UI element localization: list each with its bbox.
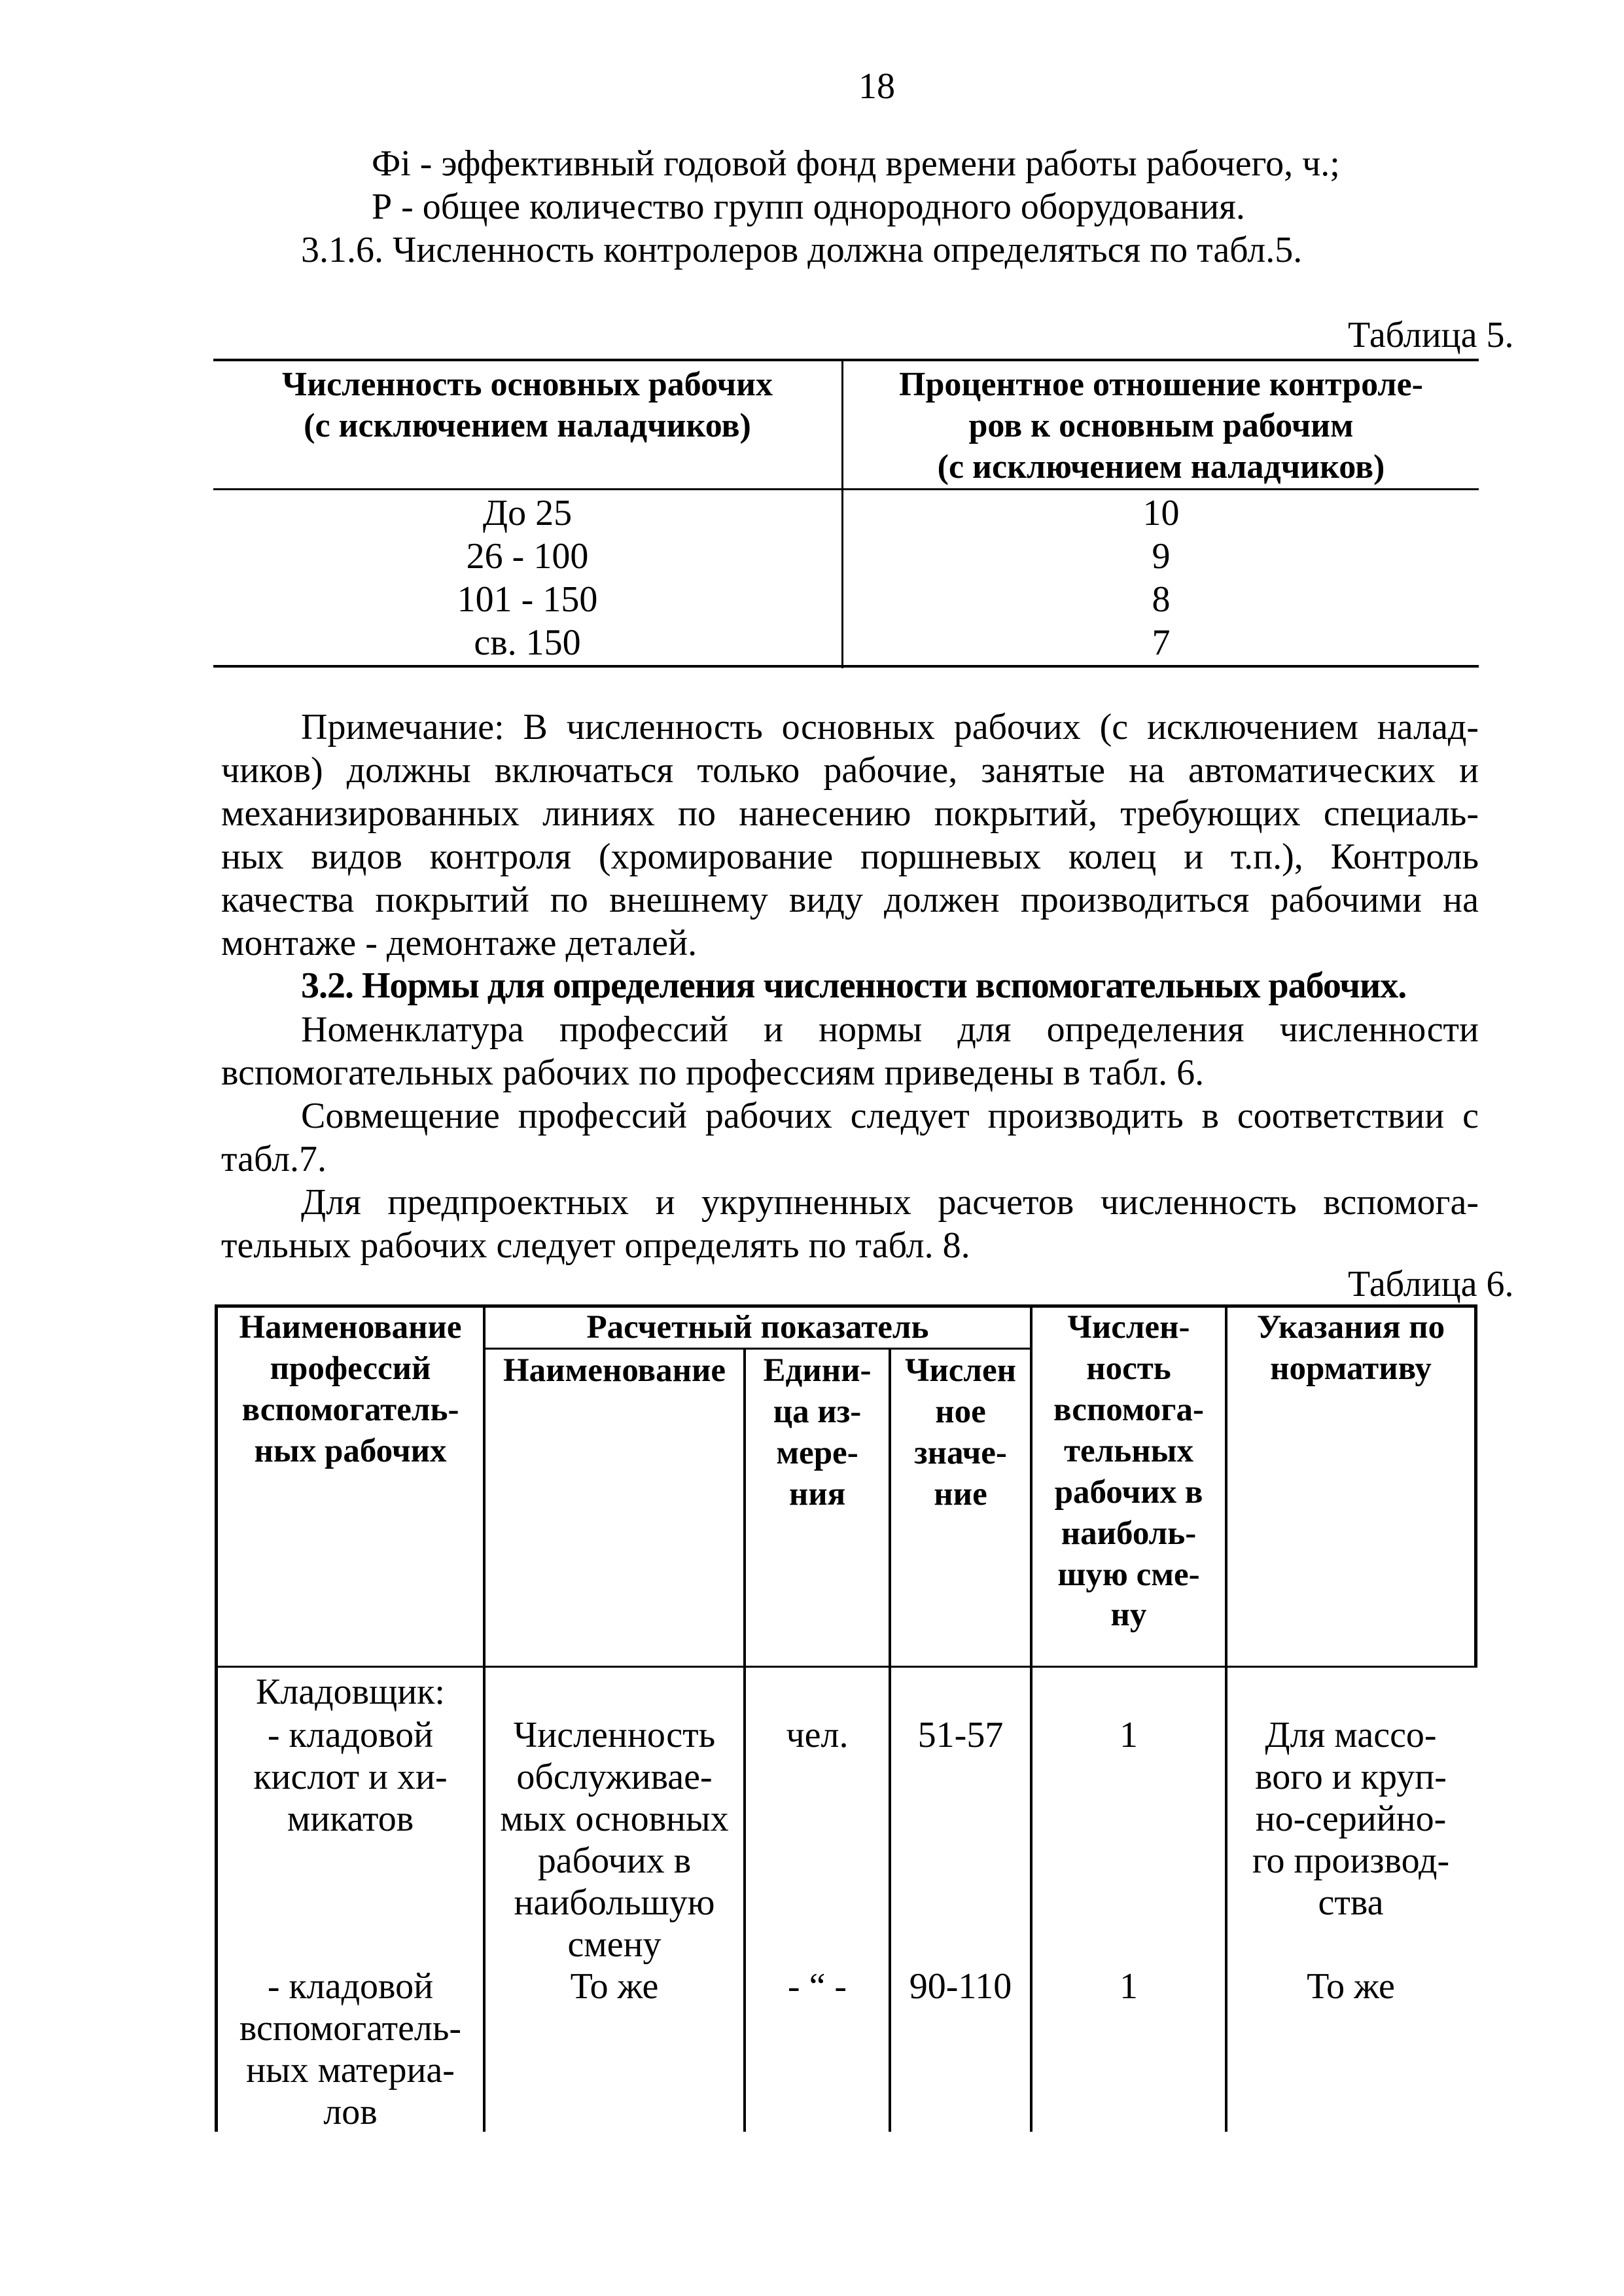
cell-line: лов — [323, 2092, 378, 2132]
cell-line: ных материа- — [246, 2050, 455, 2090]
table6-right-border — [1474, 1304, 1477, 1667]
header-line: ну — [1110, 1596, 1147, 1633]
note-line: ных видов контроля (хромирование поршневых колец и т.п.), Контроль — [221, 836, 1479, 877]
header-line: вспомогатель- — [241, 1391, 459, 1428]
header-line: ния — [788, 1476, 846, 1513]
table6-header-bottom-border — [215, 1666, 1477, 1668]
cell-line: обслуживае- — [516, 1757, 713, 1797]
table6 — [215, 1304, 1477, 2132]
table6-header-unit — [746, 1350, 889, 1515]
table5-header-percent — [843, 364, 1479, 488]
cell-line: наибольшую — [514, 1882, 715, 1923]
cell-line: вспомогатель- — [239, 2008, 462, 2049]
header-line: шую сме- — [1057, 1556, 1200, 1593]
table6-row1-instructions — [1227, 1714, 1474, 1924]
table6-group-label: Кладовщик: — [256, 1672, 445, 1712]
header-line: Наименование — [239, 1309, 462, 1346]
header-line: наиболь- — [1061, 1515, 1197, 1552]
header-line: Указания по — [1256, 1309, 1445, 1346]
table6-row2-name: То же — [570, 1966, 659, 2007]
paragraph-line: вспомогательных рабочих по профессиям приведены в табл. 6. — [221, 1052, 1205, 1093]
table5-header-workers-line: Численность основных рабочих — [281, 366, 773, 403]
table5-header-percent-line: ров к основным рабочим — [968, 407, 1354, 444]
cell-line: го производ- — [1252, 1840, 1450, 1881]
cell-line: ства — [1318, 1882, 1384, 1923]
paragraph-line: табл.7. — [221, 1139, 327, 1179]
paragraph-line: Для предпроектных и укрупненных расчетов численность вспомога- — [301, 1182, 1479, 1223]
cell-line: - кладовой — [267, 1715, 434, 1755]
table6-header-value — [891, 1350, 1030, 1515]
header-line: рабочих в — [1054, 1474, 1203, 1511]
table6-row1-name — [485, 1714, 743, 1965]
table5-header-workers — [213, 364, 841, 446]
table5-cell-percent: 8 — [1152, 579, 1171, 620]
header-line: тельных — [1064, 1433, 1193, 1469]
note-line: Примечание: В численность основных рабочих (с исключением налад- — [301, 707, 1479, 747]
header-line: Числен- — [1067, 1309, 1190, 1346]
header-line: мере- — [776, 1435, 858, 1471]
cell-line: микатов — [287, 1799, 414, 1839]
header-line: профессий — [270, 1350, 431, 1387]
table6-header-count — [1033, 1307, 1225, 1634]
table5-cell-workers: 101 - 150 — [457, 579, 598, 620]
paragraph-nomenclature — [221, 1008, 1479, 1094]
note-line: чиков) должны включаться только рабочие, занятые на автоматических и — [221, 750, 1479, 791]
table6-header-calc-indicator: Расчетный показатель — [586, 1309, 929, 1346]
cell-line: смену — [567, 1924, 662, 1965]
cell-line: кислот и хи- — [253, 1757, 448, 1797]
header-line: нормативу — [1270, 1350, 1432, 1387]
cell-line: Численность — [513, 1715, 716, 1755]
table6-row1-count: 1 — [1120, 1715, 1138, 1755]
table6-row2-unit: - “ - — [787, 1966, 847, 2007]
table5-cell-percent: 9 — [1152, 536, 1171, 577]
table6-header-name: Наименование — [503, 1352, 726, 1389]
header-line: Числен — [904, 1352, 1017, 1389]
cell-line: - кладовой — [267, 1966, 434, 2007]
table5-header-rule — [213, 488, 1479, 490]
intro-line-2: Р - общее количество групп однородного оборудования. — [372, 187, 1245, 227]
table6-row2-count: 1 — [1120, 1966, 1138, 2007]
header-line: ние — [934, 1476, 987, 1513]
intro-line-3: 3.1.6. Численность контролеров должна определяться по табл.5. — [301, 230, 1303, 270]
intro-line-1: Фi - эффективный годовой фонд времени работы рабочего, ч.; — [372, 143, 1340, 184]
cell-line: рабочих в — [537, 1840, 692, 1881]
header-line: ца из- — [773, 1393, 862, 1430]
table5-top-rule — [213, 359, 1479, 361]
page-number: 18 — [858, 66, 895, 107]
paragraph-preliminary — [221, 1181, 1479, 1267]
header-line: Едини- — [763, 1352, 872, 1389]
table6-row1-value: 51-57 — [917, 1715, 1004, 1755]
table6-row2-value: 90-110 — [909, 1966, 1012, 2007]
table6-row1-unit: чел. — [786, 1715, 849, 1755]
paragraph-line: тельных рабочих следует определять по табл. 8. — [221, 1225, 970, 1266]
table5-header-percent-line: Процентное отношение контроле- — [899, 366, 1423, 403]
table6-row1-profession — [218, 1714, 483, 1840]
cell-line: мых основных — [500, 1799, 729, 1839]
table6-row2-instructions: То же — [1307, 1966, 1395, 2007]
table6-caption: Таблица 6. — [1348, 1264, 1514, 1304]
table6-header-instructions — [1227, 1307, 1474, 1390]
cell-line: Для массо- — [1265, 1715, 1437, 1755]
table5-bottom-rule — [213, 665, 1479, 668]
note-line: качества покрытий по внешнему виду должен производиться рабочими на — [221, 880, 1479, 920]
cell-line: но-серийно- — [1255, 1799, 1447, 1839]
header-line: ность — [1086, 1350, 1171, 1387]
header-line: ных рабочих — [254, 1433, 447, 1469]
header-line: значе- — [914, 1435, 1007, 1471]
cell-line: вого и круп- — [1255, 1757, 1447, 1797]
note-line: монтаже - демонтаже деталей. — [221, 923, 697, 963]
table6-row2-profession — [218, 1965, 483, 2133]
note-line: механизированных линиях по нанесению покрытий, требующих специаль- — [221, 793, 1479, 834]
table5-cell-percent: 10 — [1142, 493, 1180, 533]
paragraph-line: Номенклатура профессий и нормы для определения численности — [301, 1009, 1479, 1050]
header-line: вспомога- — [1053, 1391, 1204, 1428]
note-paragraph — [221, 706, 1479, 965]
paragraph-line: Совмещение профессий рабочих следует производить в соответствии с — [301, 1096, 1479, 1136]
table6-header-profession — [218, 1307, 483, 1472]
paragraph-combination — [221, 1094, 1479, 1181]
table5-cell-percent: 7 — [1152, 622, 1171, 663]
section-heading: 3.2. Нормы для определения численности вспомогательных рабочих. — [301, 965, 1407, 1006]
table5-cell-workers: 26 - 100 — [466, 536, 589, 577]
table5 — [213, 359, 1479, 668]
table5-header-percent-line: (с исключением наладчиков) — [937, 448, 1385, 486]
table5-cell-workers: св. 150 — [474, 622, 581, 663]
table5-cell-workers: До 25 — [482, 493, 573, 533]
header-line: ное — [935, 1393, 986, 1430]
table5-header-workers-line: (с исключением наладчиков) — [304, 407, 751, 444]
table5-caption: Таблица 5. — [1348, 315, 1514, 355]
